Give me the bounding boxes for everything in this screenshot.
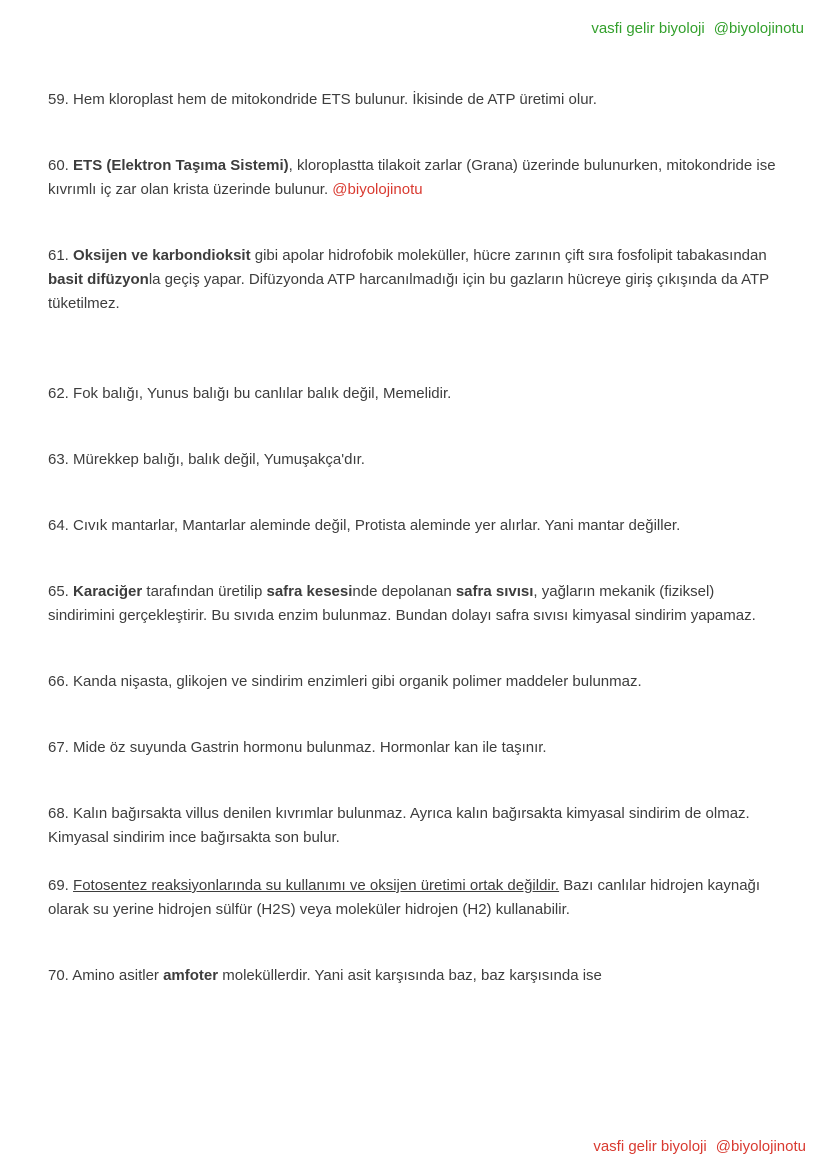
note-number: 60. [48,157,74,174]
note-item-63 [48,448,778,472]
note-text: Cıvık mantarlar, Mantarlar aleminde değil, Protista aleminde yer alırlar. Yani mantar değiller. [73,517,681,534]
note-text-bold: safra kesesi [266,583,353,600]
note-number: 67. [48,739,74,756]
note-text: la geçiş yapar. Difüzyonda ATP harcanılmadığı için bu gazların hücreye giriş çıkışında da ATP tüketilmez. [48,271,769,312]
note-number: 69. [48,877,74,894]
note-number: 64. [48,517,74,534]
note-number: 66. [48,673,74,690]
footer-brand-text: vasfi gelir biyoloji [593,1138,707,1155]
note-item-68 [48,802,778,850]
note-number: 59. [48,91,74,108]
note-text-bold: amfoter [163,967,219,984]
note-text: moleküllerdir. Yani asit karşısında baz, baz karşısında ise [218,967,602,984]
note-text: Mürekkep balığı, balık değil, Yumuşakça'dır. [73,451,365,468]
note-text: , kloroplastta tilakoit zarlar (Grana) üzerinde bulunurken, mitokondride ise kıvrımlı iç zar olan krista üzerinde bulunur. [48,157,776,198]
header-handle-text: @biyolojinotu [713,20,804,37]
note-number: 62. [48,385,74,402]
note-item-60 [48,154,778,202]
note-number: 61. [48,247,74,264]
footer-watermark [593,1138,806,1155]
note-text: Mide öz suyunda Gastrin hormonu bulunmaz. Hormonlar kan ile taşınır. [73,739,547,756]
note-text: nde depolanan [352,583,456,600]
note-text: Fok balığı, Yunus balığı bu canlılar balık değil, Memelidir. [73,385,452,402]
note-text: gibi apolar hidrofobik moleküller, hücre zarının çift sıra fosfolipit tabakasından [250,247,767,264]
note-text: , yağların mekanik (fiziksel) sindirimini gerçekleştirir. Bu sıvıda enzim bulunmaz. Bundan dolayı safra sıvısı kimyasal sindirim yapamaz. [48,583,756,624]
note-text-underline: Fotosentez reaksiyonlarında su kullanımı ve oksijen üretimi ortak değildir. [73,877,560,894]
note-item-61 [48,244,778,316]
note-item-70 [48,964,778,988]
header-watermark [591,20,804,37]
note-text: Bazı canlılar hidrojen kaynağı olarak su yerine hidrojen sülfür (H2S) veya moleküler hidrojen (H2) kullanabilir. [48,877,761,918]
note-text-red: @biyolojinotu [332,181,423,198]
note-item-69 [48,874,778,922]
note-item-64 [48,514,778,538]
note-text: Kalın bağırsakta villus denilen kıvrımlar bulunmaz. Ayrıca kalın bağırsakta kimyasal sindirim de olmaz. Kimyasal sindirim ince bağırsakta son bulur. [48,805,750,846]
note-number: 63. [48,451,74,468]
note-text-bold: Karaciğer [73,583,143,600]
note-number: 65. [48,583,74,600]
note-text: tarafından üretilip [142,583,267,600]
note-text: Amino asitler [72,967,164,984]
note-text-bold: Oksijen ve karbondioksit [73,247,251,264]
header-brand-text: vasfi gelir biyoloji [591,20,705,37]
note-text: Kanda nişasta, glikojen ve sindirim enzimleri gibi organik polimer maddeler bulunmaz. [73,673,642,690]
note-text-bold: basit difüzyon [48,271,149,288]
note-item-65 [48,580,778,628]
note-item-59 [48,88,778,112]
note-text: Hem kloroplast hem de mitokondride ETS bulunur. İkisinde de ATP üretimi olur. [73,91,597,108]
note-item-66 [48,670,778,694]
note-number: 70. [48,967,73,984]
footer-handle-text: @biyolojinotu [715,1138,806,1155]
note-text-bold: ETS (Elektron Taşıma Sistemi) [73,157,289,174]
note-item-62 [48,382,778,406]
note-item-67 [48,736,778,760]
note-text-bold: safra sıvısı [455,583,534,600]
note-number: 68. [48,805,74,822]
